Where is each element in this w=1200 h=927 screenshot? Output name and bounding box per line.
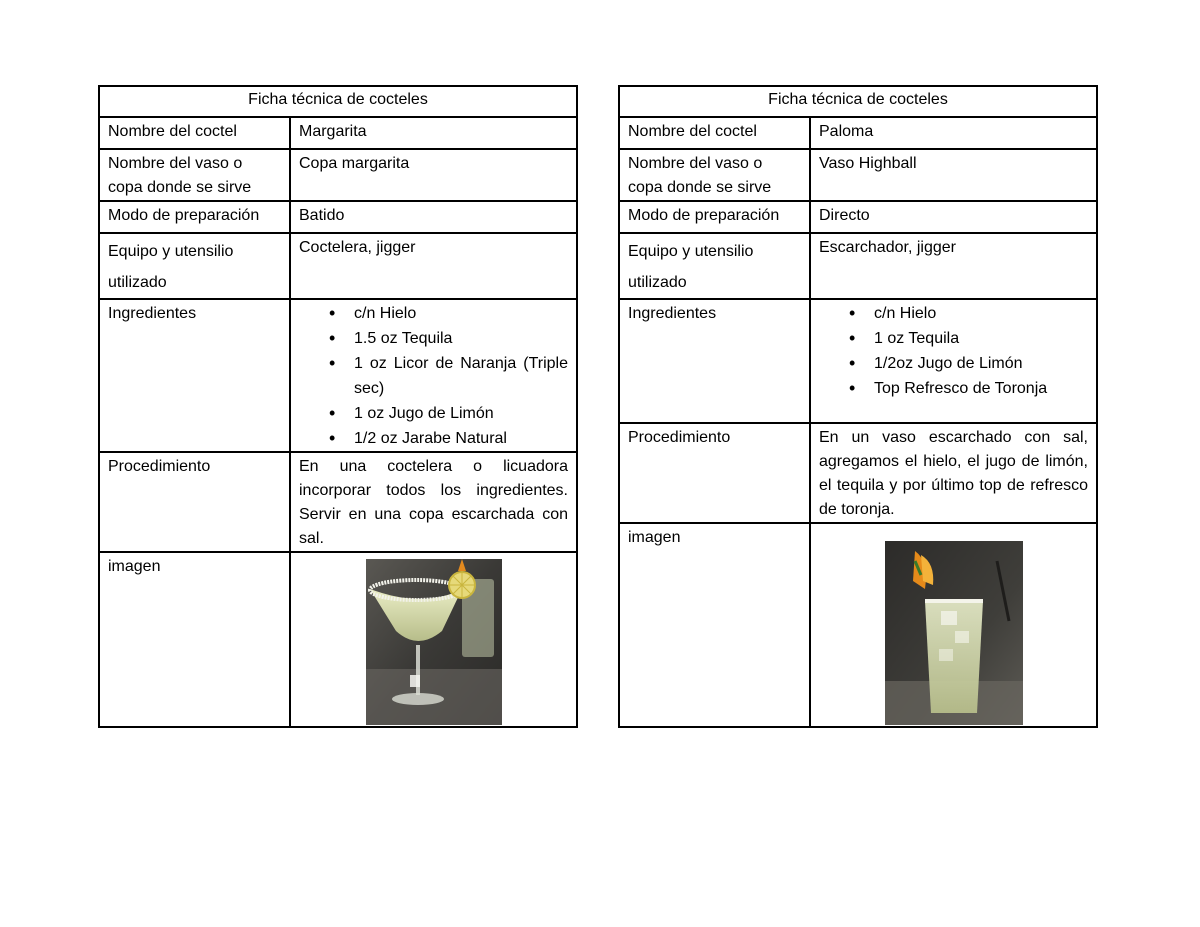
image-cell	[290, 552, 577, 727]
cocktail-name-label: Nombre del coctel	[619, 117, 810, 149]
method-value: Batido	[290, 201, 577, 233]
cocktail-card-paloma	[618, 85, 1098, 728]
image-cell	[810, 523, 1097, 727]
ingredient-item: • c/n Hielo	[354, 301, 568, 326]
procedure-value: En un vaso escarchado con sal, agregamos el hielo, el jugo de limón, el tequila y por último top de refresco de toronja.	[810, 423, 1097, 523]
procedure-label: Procedimiento	[619, 423, 810, 523]
ingredient-item: • 1.5 oz Tequila	[354, 326, 568, 351]
glass-label: Nombre del vaso o copa donde se sirve	[99, 149, 290, 201]
procedure-label: Procedimiento	[99, 452, 290, 552]
ingredients-list	[299, 301, 568, 451]
equipment-label: Equipo y utensilio utilizado	[99, 233, 290, 299]
equipment-value: Escarchador, jigger	[810, 233, 1097, 299]
cocktail-name-label: Nombre del coctel	[99, 117, 290, 149]
card-title: Ficha técnica de cocteles	[619, 86, 1097, 117]
ingredient-item: • 1/2 oz Jarabe Natural	[354, 426, 568, 451]
equipment-label: Equipo y utensilio utilizado	[619, 233, 810, 299]
ingredients-label: Ingredientes	[99, 299, 290, 452]
ingredient-item: • 1/2oz Jugo de Limón	[874, 351, 1088, 376]
ingredients-list	[819, 301, 1088, 401]
ingredients-label: Ingredientes	[619, 299, 810, 423]
method-value: Directo	[810, 201, 1097, 233]
ingredients-list-cell	[810, 299, 1097, 423]
paloma-photo	[885, 541, 1023, 725]
ingredient-item: • 1 oz Jugo de Limón	[354, 401, 568, 426]
margarita-photo	[366, 559, 502, 725]
ingredient-item: • Top Refresco de Toronja	[874, 376, 1088, 401]
cocktail-name-value: Margarita	[290, 117, 577, 149]
image-label: imagen	[99, 552, 290, 727]
ingredients-list-cell	[290, 299, 577, 452]
cocktail-card-margarita	[98, 85, 578, 728]
glass-label: Nombre del vaso o copa donde se sirve	[619, 149, 810, 201]
method-label: Modo de preparación	[99, 201, 290, 233]
glass-value: Vaso Highball	[810, 149, 1097, 201]
ingredient-item: • 1 oz Licor de Naranja (Triple sec)	[354, 351, 568, 401]
ingredient-item: • 1 oz Tequila	[874, 326, 1088, 351]
glass-value: Copa margarita	[290, 149, 577, 201]
cocktail-name-value: Paloma	[810, 117, 1097, 149]
card-title: Ficha técnica de cocteles	[99, 86, 577, 117]
procedure-value: En una coctelera o licuadora incorporar todos los ingredientes. Servir en una copa escarchada con sal.	[290, 452, 577, 552]
equipment-value: Coctelera, jigger	[290, 233, 577, 299]
method-label: Modo de preparación	[619, 201, 810, 233]
image-label: imagen	[619, 523, 810, 727]
ingredient-item: • c/n Hielo	[874, 301, 1088, 326]
